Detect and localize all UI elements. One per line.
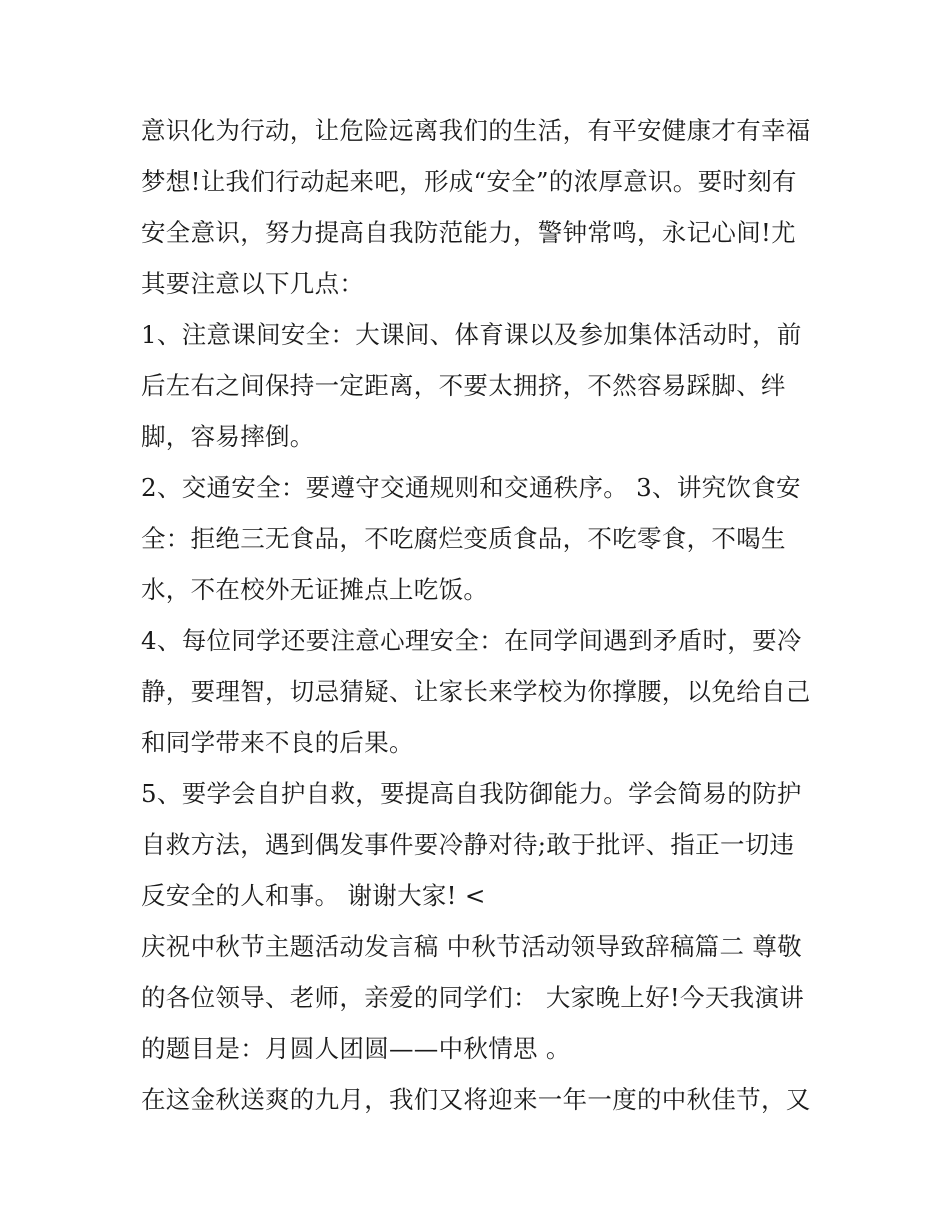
text-line: 庆祝中秋节主题活动发言稿 中秋节活动领导致辞稿篇二 尊敬: [141, 932, 802, 961]
text-line: 脚，容易摔倒。: [141, 422, 315, 451]
text-line: 2、交通安全：要遵守交通规则和交通秩序。 3、讲究饮食安: [141, 473, 801, 502]
text-line: 水，不在校外无证摊点上吃饭。: [141, 575, 489, 604]
text-line: 4、每位同学还要注意心理安全：在同学间遇到矛盾时，要冷: [141, 626, 802, 655]
text-line: 反安全的人和事。 谢谢大家! <: [141, 881, 486, 910]
text-line: 梦想!让我们行动起来吧，形成“安全”的浓厚意识。要时刻有: [141, 167, 797, 196]
text-line: 静，要理智，切忌猜疑、让家长来学校为你撑腰，以免给自己: [141, 677, 811, 706]
text-line: 和同学带来不良的后果。: [141, 728, 414, 757]
text-line: 5、要学会自护自救，要提高自我防御能力。学会简易的防护: [141, 779, 802, 808]
text-line: 意识化为行动，让危险远离我们的生活，有平安健康才有幸福: [141, 116, 811, 145]
text-line: 自救方法，遇到偶发事件要冷静对待;敢于批评、指正一切违: [141, 830, 795, 859]
text-line: 全：拒绝三无食品，不吃腐烂变质食品，不吃零食，不喝生: [141, 524, 786, 553]
document-body: [141, 105, 821, 1125]
text-line: 的题目是：月圆人团圆——中秋情思 。: [141, 1034, 571, 1063]
text-line: 其要注意以下几点：: [141, 269, 365, 298]
text-line: 安全意识，努力提高自我防范能力，警钟常鸣，永记心间!尤: [141, 218, 796, 247]
text-line: 1、注意课间安全：大课间、体育课以及参加集体活动时，前: [141, 320, 802, 349]
text-line: 后左右之间保持一定距离，不要太拥挤，不然容易踩脚、绊: [141, 371, 786, 400]
text-line: 的各位领导、老师，亲爱的同学们： 大家晚上好!今天我演讲: [141, 983, 805, 1012]
text-line: 在这金秋送爽的九月，我们又将迎来一年一度的中秋佳节，又: [141, 1085, 811, 1114]
